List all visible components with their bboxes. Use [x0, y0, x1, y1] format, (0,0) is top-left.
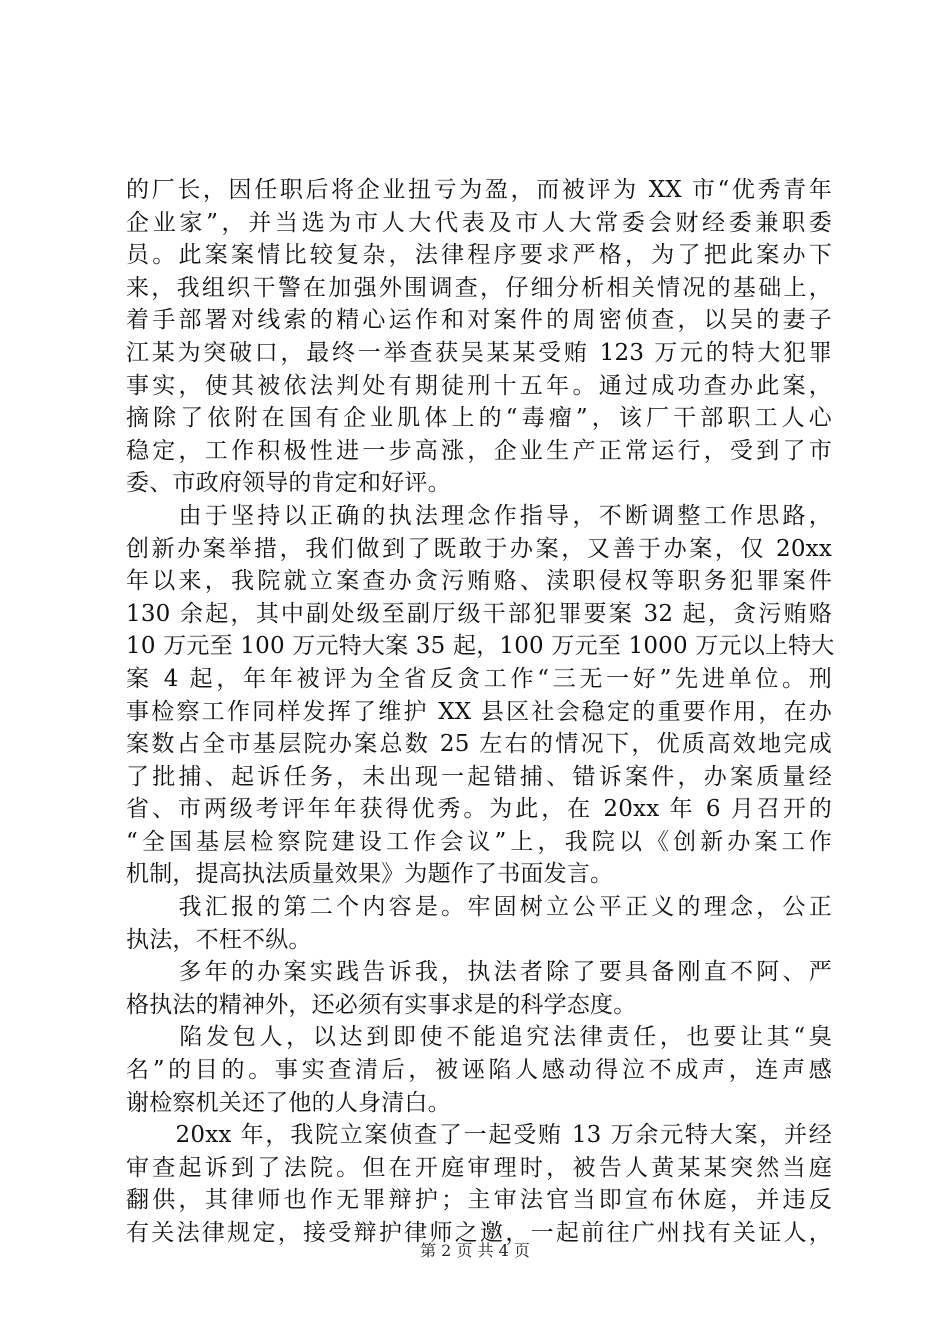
- text-line: 案数占全市基层院办案总数 25 左右的情况下，优质高效地完成: [126, 731, 832, 758]
- text-line: 机制，提高执法质量效果》为题作了书面发言。: [126, 861, 614, 888]
- text-line: 省、市两级考评年年获得优秀。为此，在 20xx 年 6 月召开的: [126, 796, 832, 823]
- text-line: 江某为突破口，最终一举查获吴某某受贿 123 万元的特大犯罪: [126, 339, 832, 366]
- text-line: 有关法律规定，接受辩护律师之邀，一起前往广州找有关证人，: [126, 1220, 832, 1246]
- text-line: 着手部署对线索的精心运作和对案件的周密侦查，以吴的妻子: [126, 307, 832, 334]
- text-line: 陷发包人，以达到即使不能追究法律责任，也要让其“臭: [126, 1024, 832, 1051]
- text-line: 稳定，工作积极性进一步高涨，企业生产正常运行，受到了市: [126, 437, 832, 464]
- text-line: 谢检察机关还了他的人身清白。: [126, 1089, 451, 1116]
- text-line: 事实，使其被依法判处有期徒刑十五年。通过成功查办此案，: [126, 372, 832, 399]
- text-line: 多年的办案实践告诉我，执法者除了要具备刚直不阿、严: [126, 959, 832, 986]
- text-line: 企业家”，并当选为市人大代表及市人大常委会财经委兼职委: [126, 209, 832, 236]
- text-line: 审查起诉到了法院。但在开庭审理时，被告人黄某某突然当庭: [126, 1154, 832, 1181]
- text-line: 执法，不枉不纵。: [126, 926, 312, 953]
- text-line: 创新办案举措，我们做到了既敢于办案，又善于办案，仅 20xx: [126, 535, 832, 562]
- text-line: 我汇报的第二个内容是。牢固树立公平正义的理念，公正: [126, 894, 832, 921]
- text-line: 格执法的精神外，还必须有实事求是的科学态度。: [126, 991, 637, 1018]
- document-body: [126, 174, 835, 1250]
- text-line: 来，我组织干警在加强外围调查，仔细分析相关情况的基础上，: [126, 274, 832, 301]
- text-line: 委、市政府领导的肯定和好评。: [126, 470, 451, 497]
- text-line: 摘除了依附在国有企业肌体上的“毒瘤”，该厂干部职工人心: [126, 405, 832, 432]
- text-line: 年以来，我院就立案查办贪污贿赂、渎职侵权等职务犯罪案件: [126, 568, 832, 595]
- page-number-footer: 第 2 页 共 4 页: [420, 1241, 530, 1260]
- text-line: “全国基层检察院建设工作会议”上，我院以《创新办案工作: [126, 828, 832, 855]
- text-line: 案 4 起，年年被评为全省反贪工作“三无一好”先进单位。刑: [126, 665, 832, 692]
- text-line: 130 余起，其中副处级至副厅级干部犯罪要案 32 起，贪污贿赂: [126, 600, 832, 627]
- text-line: 了批捕、起诉任务，未出现一起错捕、错诉案件，办案质量经: [126, 763, 832, 790]
- text-line: 由于坚持以正确的执法理念作指导，不断调整工作思路，: [126, 502, 832, 529]
- text-line: 名”的目的。事实查清后，被诬陷人感动得泣不成声，连声感: [126, 1057, 832, 1084]
- text-line: 翻供，其律师也作无罪辩护；主审法官当即宣布休庭，并违反: [126, 1187, 832, 1214]
- text-line: 事检察工作同样发挥了维护 XX 县区社会稳定的重要作用，在办: [126, 698, 832, 725]
- text-line: 10 万元至 100 万元特大案 35 起，100 万元至 1000 万元以上特大: [126, 633, 835, 660]
- text-line: 20xx 年，我院立案侦查了一起受贿 13 万余元特大案，并经: [126, 1122, 832, 1149]
- text-line: 的厂长，因任职后将企业扭亏为盈，而被评为 XX 市“优秀青年: [126, 177, 832, 203]
- text-line: 员。此案案情比较复杂，法律程序要求严格，为了把此案办下: [126, 242, 832, 269]
